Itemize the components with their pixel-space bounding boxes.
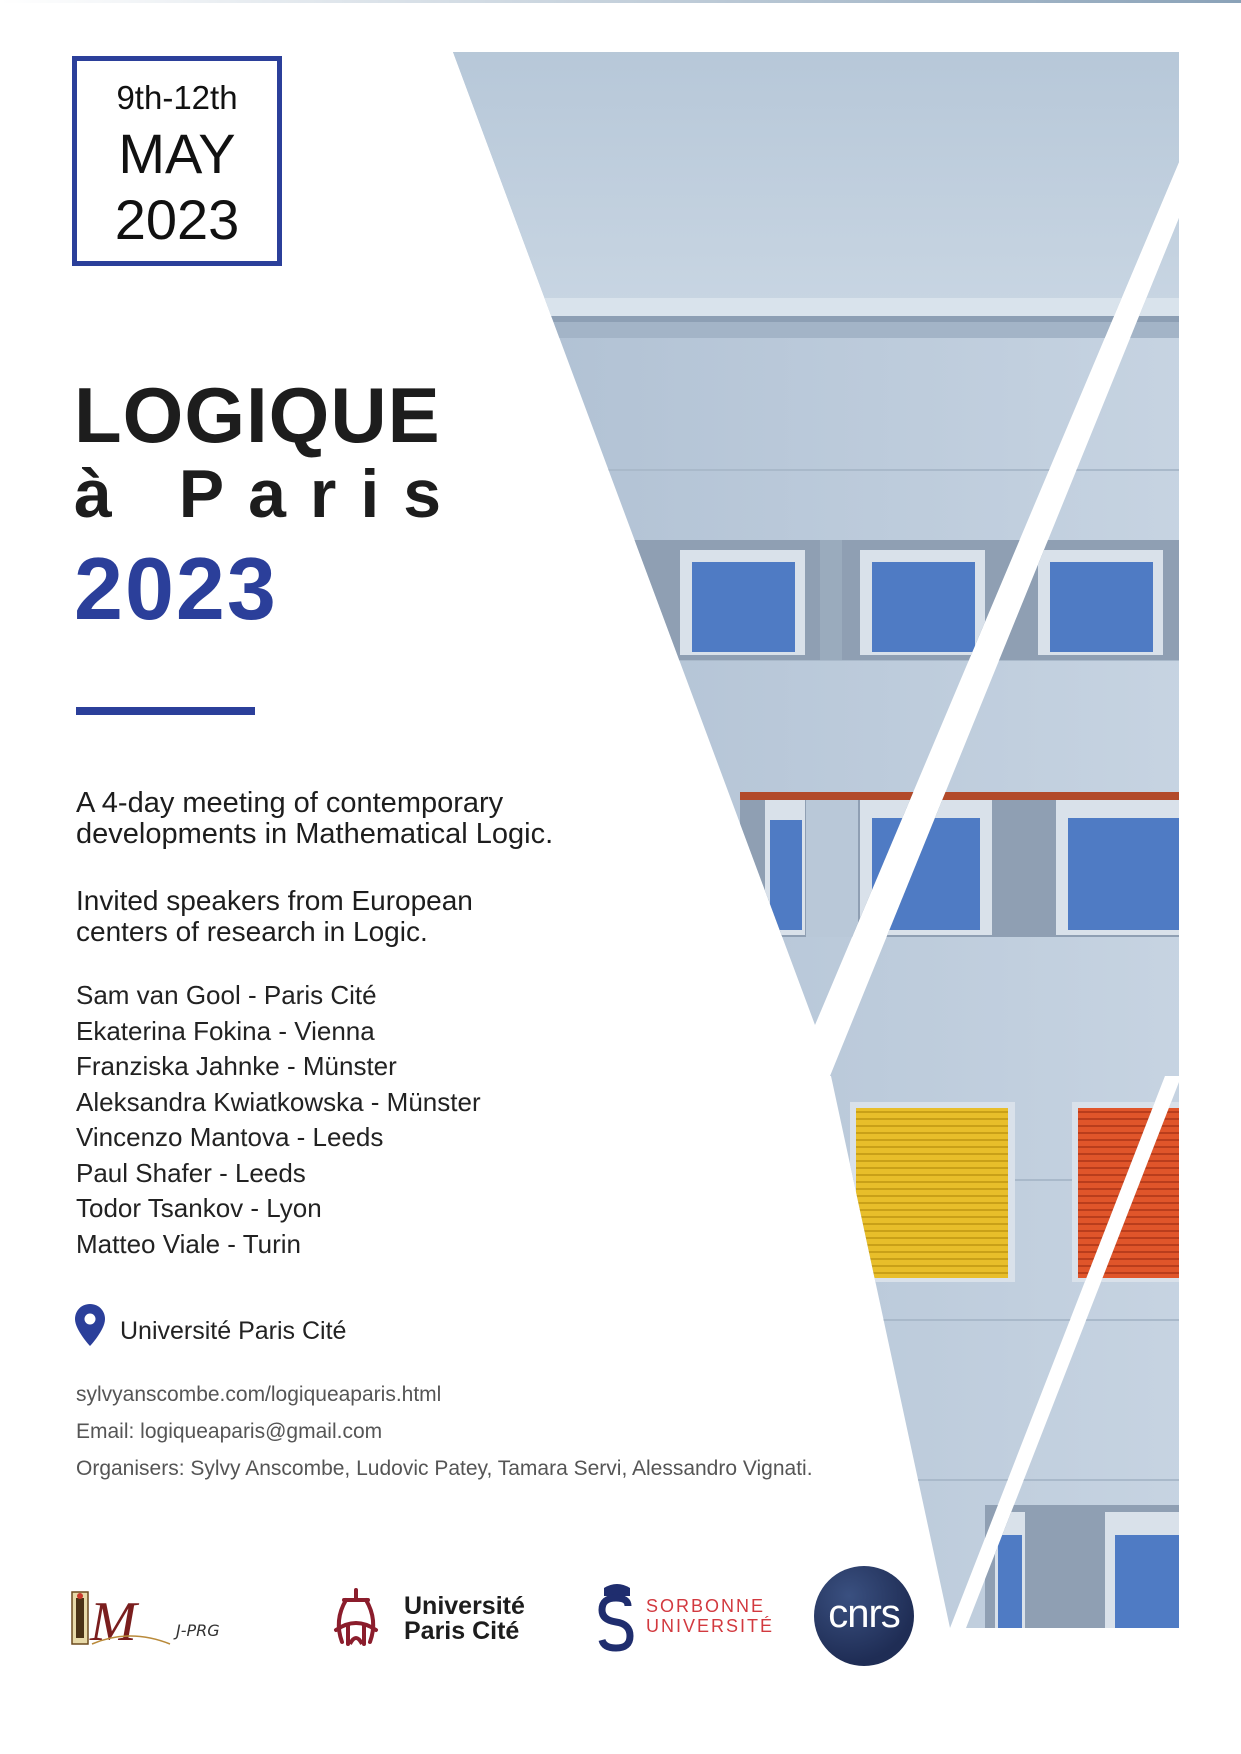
upc-line-2: Paris Cité	[404, 1617, 520, 1645]
speaker-item: Ekaterina Fokina - Vienna	[76, 1015, 375, 1046]
description-line-4: centers of research in Logic.	[76, 916, 428, 947]
description-line-1: A 4-day meeting of contemporary	[76, 787, 504, 819]
upc-emblem-icon	[326, 1586, 386, 1650]
organisers-text: Organisers: Sylvy Anscombe, Ludovic Patey, Tamara Servi, Alessandro Vignati.	[76, 1457, 813, 1480]
imj-suffix-text: J-PRG	[176, 1621, 220, 1640]
date-month: MAY	[118, 122, 236, 185]
sorbonne-emblem-icon	[594, 1582, 640, 1654]
title-line-2: à Paris	[74, 456, 466, 532]
description-line-3: Invited speakers from European	[76, 885, 473, 916]
svg-text:M: M	[90, 1591, 137, 1648]
imj-prg-logo	[70, 1588, 260, 1648]
sorbonne-universite-logo	[594, 1582, 784, 1654]
speakers-intro	[76, 885, 696, 947]
universite-paris-cite-logo	[326, 1586, 536, 1650]
speaker-item: Aleksandra Kwiatkowska - Münster	[76, 1086, 481, 1117]
event-description	[76, 788, 696, 850]
description-line-2: developments in Mathematical Logic.	[76, 818, 554, 850]
website-link[interactable]: sylvyanscombe.com/logiqueaparis.html	[76, 1383, 442, 1406]
speaker-list	[76, 978, 481, 1262]
speaker-item: Matteo Viale - Turin	[76, 1228, 301, 1259]
speaker-item: Paul Shafer - Leeds	[76, 1157, 306, 1188]
cnrs-logo	[814, 1566, 914, 1666]
sorbonne-line-1: SORBONNE	[646, 1596, 766, 1616]
title-divider	[76, 707, 255, 715]
title-year: 2023	[74, 539, 278, 638]
date-box	[72, 56, 282, 266]
speaker-item: Vincenzo Mantova - Leeds	[76, 1122, 384, 1152]
cnrs-text: cnrs	[828, 1592, 900, 1636]
speaker-item: Franziska Jahnke - Münster	[76, 1051, 397, 1081]
speaker-item: Todor Tsankov - Lyon	[76, 1193, 322, 1223]
date-days: 9th-12th	[116, 79, 238, 116]
speaker-item: Sam van Gool - Paris Cité	[76, 980, 377, 1010]
sorbonne-line-2: UNIVERSITÉ	[646, 1616, 775, 1636]
date-year: 2023	[114, 188, 240, 251]
title-line-1: LOGIQUE	[74, 371, 441, 459]
email-text[interactable]: Email: logiqueaparis@gmail.com	[76, 1420, 383, 1443]
upc-line-1: Université	[404, 1592, 525, 1620]
venue-name: Université Paris Cité	[120, 1317, 347, 1345]
map-pin-icon	[74, 1303, 106, 1347]
